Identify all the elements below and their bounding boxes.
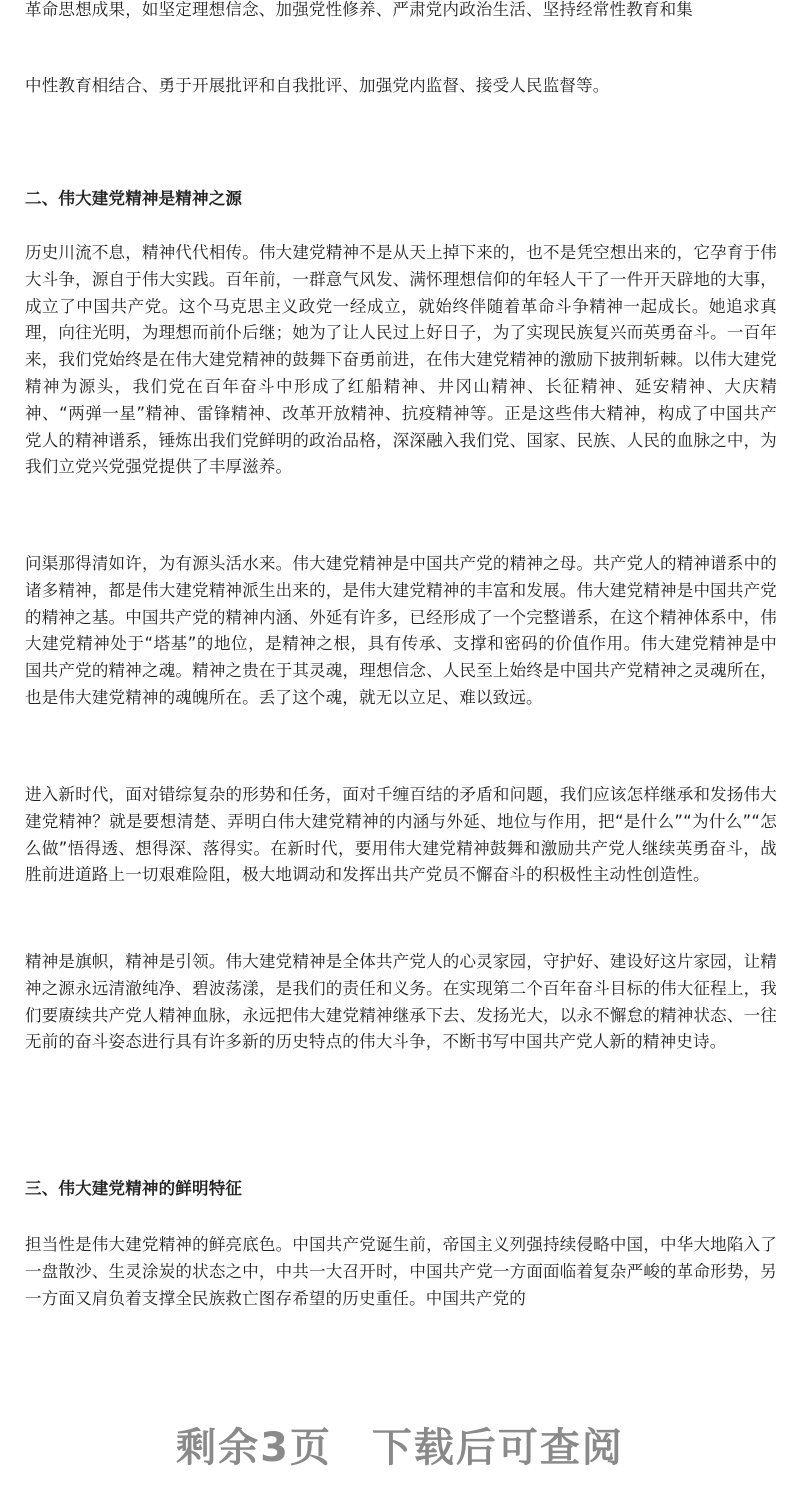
text-line-continuation: 中性教育相结合、勇于开展批评和自我批评、加强党内监督、接受人民监督等。 — [25, 76, 610, 95]
download-banner[interactable] — [0, 1380, 800, 1508]
section-heading-2: 二、伟大建党精神是精神之源 — [25, 189, 243, 208]
remaining-pages-text: 剩余3页 — [176, 1424, 332, 1471]
paragraph-2-3: 进入新时代，面对错综复杂的形势和任务，面对千缠百结的矛盾和问题，我们应该怎样继承和发扬伟大建党精神？就是要想清楚、弄明白伟大建党精神的内涵与外延、地位与作用，把“是什么”“为什么”“怎么做”悟得透、想得深、落得实。在新时代，要用伟大建党精神鼓舞和激励共产党人继续英勇奋斗，战胜前进道路上一切艰难险阻，极大地调动和发挥出共产党员不懈奋斗的积极性主动性创造性。 — [25, 785, 777, 885]
text-line-top: 革命思想成果，如坚定理想信念、加强党性修养、严肃党内政治生活、坚持经常性教育和集 — [25, 0, 693, 19]
paragraph-2-2: 问渠那得清如许，为有源头活水来。伟大建党精神是中国共产党的精神之母。共产党人的精神谱系中的诸多精神，都是伟大建党精神派生出来的，是伟大建党精神的丰富和发展。伟大建党精神是中国共产党的精神之基。中国共产党的精神内涵、外延有许多，已经形成了一个完整谱系，在这个精神体系中，伟大建党精神处于“塔基”的地位，是精神之根，具有传承、支撑和密码的价值作用。伟大建党精神是中国共产党的精神之魂。精神之贵在于其灵魂，理想信念、人民至上始终是中国共产党精神之灵魂所在，也是伟大建党精神的魂魄所在。丢了这个魂，就无以立足、难以致远。 — [25, 554, 777, 707]
paragraph-2-4: 精神是旗帜，精神是引领。伟大建党精神是全体共产党人的心灵家园，守护好、建设好这片家园，让精神之源永远清澈纯净、碧波荡漾，是我们的责任和义务。在实现第二个百年奋斗目标的伟大征程上，我们要赓续共产党人精神血脉，永远把伟大建党精神继承下去、发扬光大，以永不懈怠的精神状态、一往无前的奋斗姿态进行具有许多新的历史特点的伟大斗争，不断书写中国共产党人新的精神史诗。 — [25, 952, 777, 1052]
section-heading-3: 三、伟大建党精神的鲜明特征 — [25, 1179, 243, 1198]
download-to-view-text: 下载后可查阅 — [371, 1424, 624, 1471]
paragraph-2-1: 历史川流不息，精神代代相传。伟大建党精神不是从天上掉下来的，也不是凭空想出来的，它孕育于伟大斗争，源自于伟大实践。百年前，一群意气风发、满怀理想信仰的年轻人干了一件开天辟地的大事，成立了中国共产党。这个马克思主义政党一经成立，就始终伴随着革命斗争精神一起成长。她追求真理，向往光明，为理想而前仆后继；她为了让人民过上好日子，为了实现民族复兴而英勇奋斗。一百年来，我们党始终是在伟大建党精神的鼓舞下奋勇前进，在伟大建党精神的激励下披荆斩棘。以伟大建党精神为源头，我们党在百年奋斗中形成了红船精神、井冈山精神、长征精神、延安精神、大庆精神、“两弹一星”精神、雷锋精神、改革开放精神、抗疫精神等。正是这些伟大精神，构成了中国共产党人的精神谱系，锤炼出我们党鲜明的政治品格，深深融入我们党、国家、民族、人民的血脉之中，为我们立党兴党强党提供了丰厚滋养。 — [25, 243, 777, 477]
paragraph-3-1: 担当性是伟大建党精神的鲜亮底色。中国共产党诞生前，帝国主义列强持续侵略中国，中华大地陷入了一盘散沙、生灵涂炭的状态之中，中共一大召开时，中国共产党一方面面临着复杂严峻的革命形势，另一方面又肩负着支撑全民族救亡图存希望的历史重任。中国共产党的 — [25, 1235, 777, 1308]
